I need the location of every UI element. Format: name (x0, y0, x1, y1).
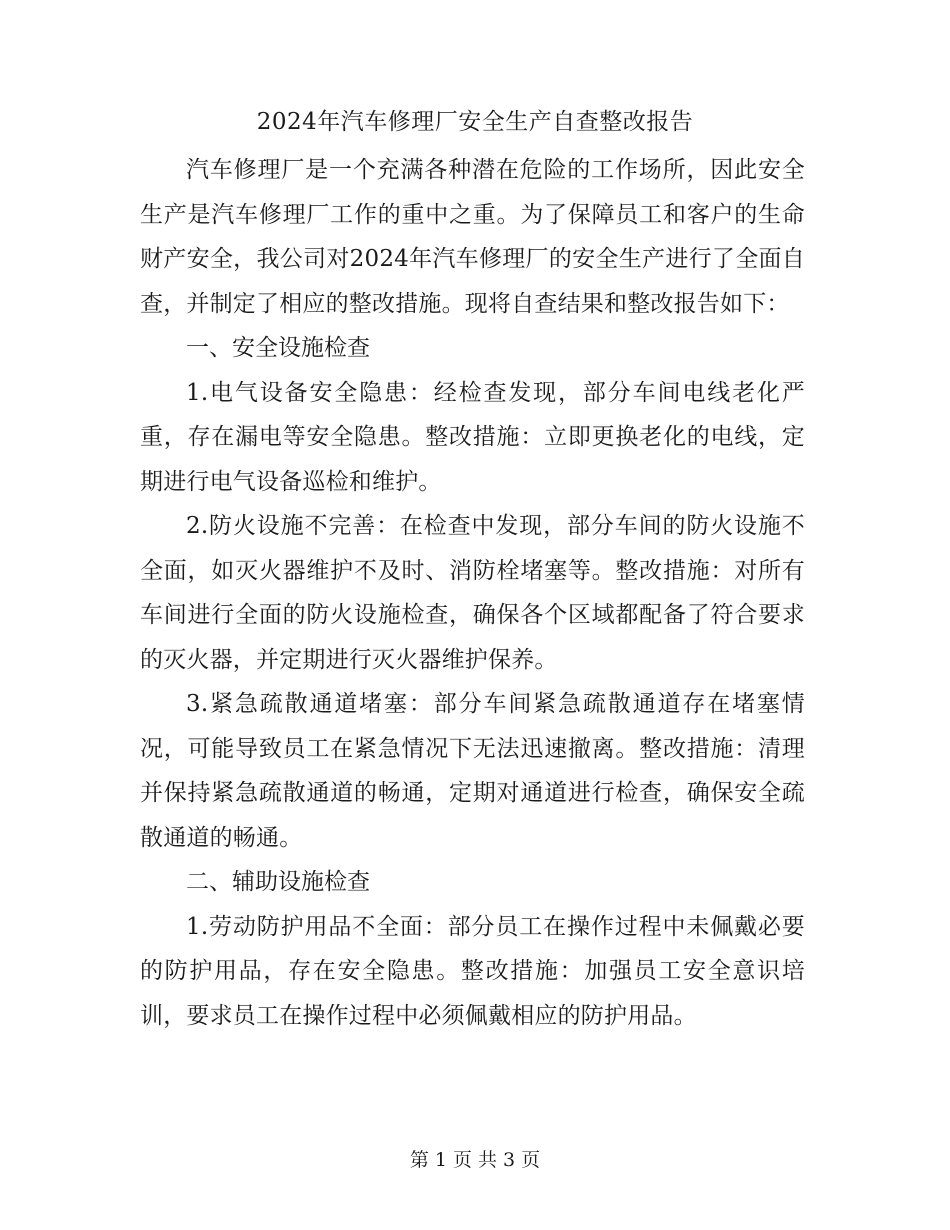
document-body (140, 148, 805, 1038)
page-number-footer: 第 1 页 共 3 页 (409, 1149, 541, 1171)
section-1-item-fire-protection: 2.防火设施不完善：在检查中发现，部分车间的防火设施不全面，如灭火器维护不及时、消防栓堵塞等。整改措施：对所有车间进行全面的防火设施检查，确保各个区域都配备了符合要求的灭火器，并定期进行灭火器维护保养。 (140, 513, 805, 673)
section-2-item-protective-equipment: 1.劳动防护用品不全面：部分员工在操作过程中未佩戴必要的防护用品，存在安全隐患。整改措施：加强员工安全意识培训，要求员工在操作过程中必须佩戴相应的防护用品。 (140, 913, 805, 1029)
section-heading-auxiliary-facilities: 二、辅助设施检查 (186, 869, 370, 895)
section-1-item-emergency-exit: 3.紧急疏散通道堵塞：部分车间紧急疏散通道存在堵塞情况，可能导致员工在紧急情况下无法迅速撤离。整改措施：清理并保持紧急疏散通道的畅通，定期对通道进行检查，确保安全疏散通道的畅通。 (140, 691, 805, 851)
intro-paragraph: 汽车修理厂是一个充满各种潜在危险的工作场所，因此安全生产是汽车修理厂工作的重中之重。为了保障员工和客户的生命财产安全，我公司对2024年汽车修理厂的安全生产进行了全面自查，并制定了相应的整改措施。现将自查结果和整改报告如下： (140, 157, 805, 317)
section-heading-safety-facilities: 一、安全设施检查 (186, 335, 370, 361)
document-title: 2024年汽车修理厂安全生产自查整改报告 (256, 109, 694, 135)
section-1-item-electrical: 1.电气设备安全隐患：经检查发现，部分车间电线老化严重，存在漏电等安全隐患。整改措施：立即更换老化的电线，定期进行电气设备巡检和维护。 (140, 379, 805, 495)
